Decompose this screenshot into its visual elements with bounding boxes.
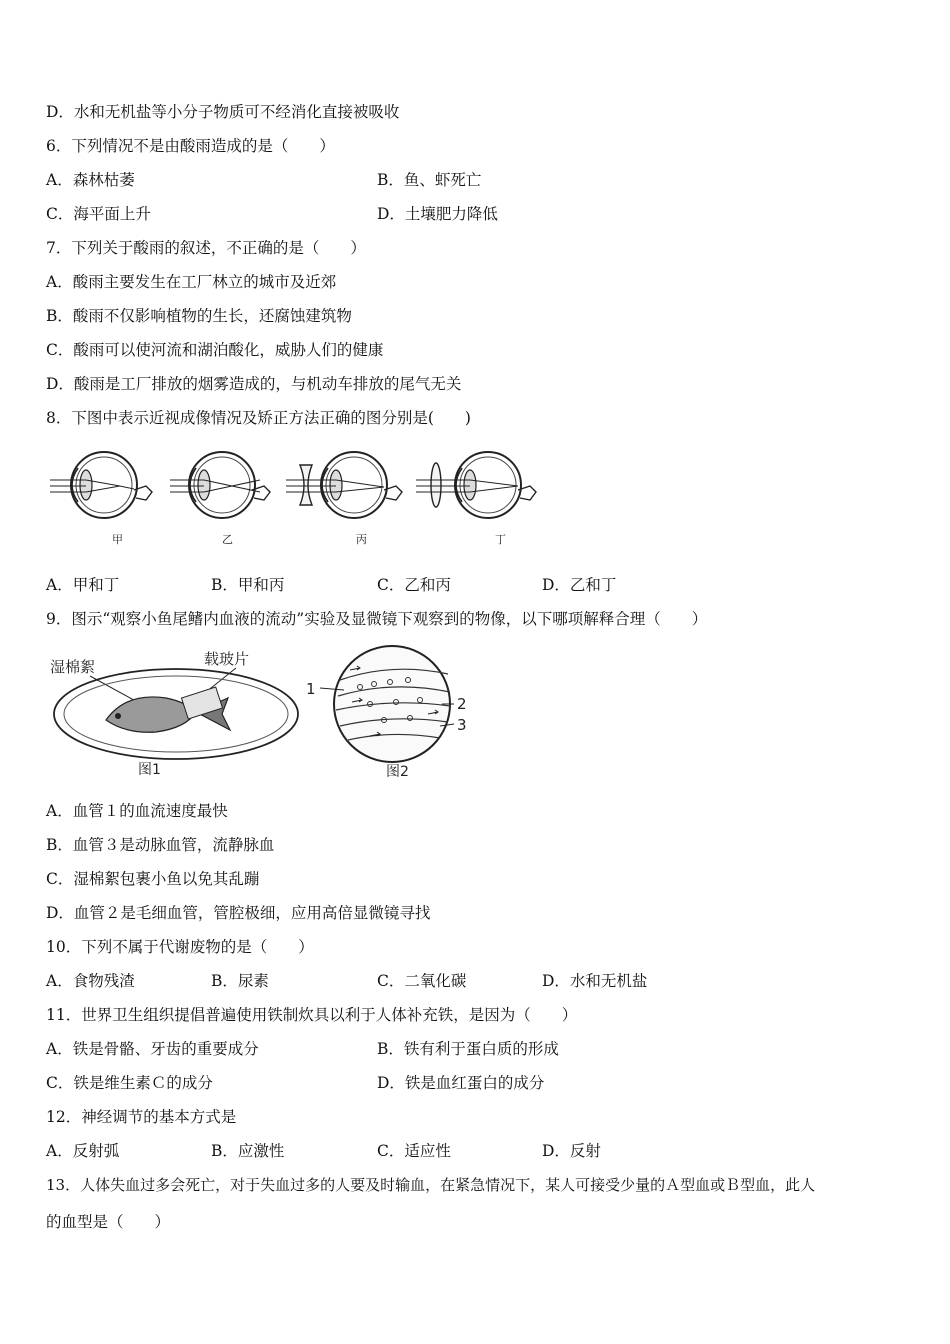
eye-label-jia: 甲 <box>112 533 123 546</box>
q11-option-c: C．铁是维生素Ｃ的成分 <box>46 1074 213 1092</box>
microscope-view-figure <box>300 640 480 785</box>
q7-option-b: B．酸雨不仅影响植物的生长，还腐蚀建筑物 <box>46 307 352 325</box>
q10-option-a: A．食物残渣 <box>46 972 135 990</box>
q8-stem: 8．下图中表示近视成像情况及矫正方法正确的图分别是( ) <box>46 409 471 427</box>
q6-option-b: B．鱼、虾死亡 <box>377 171 482 189</box>
eye-jia <box>50 452 152 518</box>
q13-stem-line1: 13．人体失血过多会死亡，对于失血过多的人要及时输血，在紧急情况下，某人可接受少量的Ａ型血或Ｂ型血，此人 <box>46 1176 816 1194</box>
q12-option-a: A．反射弧 <box>46 1142 120 1160</box>
eye-yi <box>170 452 270 518</box>
q7-stem: 7．下列关于酸雨的叙述，不正确的是（ ） <box>46 239 366 257</box>
q9-option-d: D．血管２是毛细血管，管腔极细，应用高倍显微镜寻找 <box>46 904 431 922</box>
q9-option-a: A．血管１的血流速度最快 <box>46 802 228 820</box>
q7-option-d: D．酸雨是工厂排放的烟雾造成的，与机动车排放的尾气无关 <box>46 375 462 393</box>
q13-stem-line2: 的血型是（ ） <box>46 1213 171 1231</box>
eye-bing <box>286 452 402 518</box>
eye-label-yi: 乙 <box>222 533 233 546</box>
fig2-caption: 图2 <box>386 764 409 780</box>
q6-option-a: A．森林枯萎 <box>46 171 135 189</box>
q8-option-b: B．甲和丙 <box>211 576 285 594</box>
q10-stem: 10．下列不属于代谢废物的是（ ） <box>46 938 314 956</box>
q12-option-d: D．反射 <box>542 1142 601 1160</box>
q8-option-a: A．甲和丁 <box>46 576 120 594</box>
eye-diagram-figure <box>50 440 560 550</box>
q8-option-d: D．乙和丁 <box>542 576 617 594</box>
q12-stem: 12．神经调节的基本方式是 <box>46 1108 237 1126</box>
q11-stem: 11．世界卫生组织提倡普遍使用铁制炊具以利于人体补充铁，是因为（ ） <box>46 1006 578 1024</box>
q6-option-c: C．海平面上升 <box>46 205 151 223</box>
q8-option-c: C．乙和丙 <box>377 576 451 594</box>
eye-label-bing: 丙 <box>356 533 367 546</box>
q7-option-a: A．酸雨主要发生在工厂林立的城市及近郊 <box>46 273 337 291</box>
q10-option-b: B．尿素 <box>211 972 269 990</box>
q12-option-c: C．适应性 <box>377 1142 451 1160</box>
q11-option-b: B．铁有利于蛋白质的形成 <box>377 1040 559 1058</box>
q9-option-c: C．湿棉絮包裹小鱼以免其乱蹦 <box>46 870 260 888</box>
q5-option-d: D．水和无机盐等小分子物质可不经消化直接被吸收 <box>46 103 400 121</box>
q12-option-b: B．应激性 <box>211 1142 285 1160</box>
q11-option-d: D．铁是血红蛋白的成分 <box>377 1074 545 1092</box>
q11-option-a: A．铁是骨骼、牙齿的重要成分 <box>46 1040 259 1058</box>
vessel-label-2: 2 <box>457 695 467 713</box>
eye-ding <box>416 452 536 518</box>
q6-stem: 6．下列情况不是由酸雨造成的是（ ） <box>46 137 335 155</box>
label-glass-slide: 载玻片 <box>204 650 250 668</box>
eye-label-ding: 丁 <box>495 533 506 546</box>
q10-option-d: D．水和无机盐 <box>542 972 648 990</box>
q7-option-c: C．酸雨可以使河流和湖泊酸化，威胁人们的健康 <box>46 341 384 359</box>
vessel-label-3: 3 <box>457 716 467 734</box>
q9-stem: 9．图示“观察小鱼尾鳍内血液的流动”实验及显微镜下观察到的物像，以下哪项解释合理（ ） <box>46 610 708 628</box>
label-wet-cotton: 湿棉絮 <box>50 658 96 676</box>
fish-experiment-figure <box>46 642 316 782</box>
q10-option-c: C．二氧化碳 <box>377 972 467 990</box>
vessel-label-1: 1 <box>306 680 316 698</box>
q6-option-d: D．土壤肥力降低 <box>377 205 498 223</box>
fig1-caption: 图1 <box>138 762 161 778</box>
q9-option-b: B．血管３是动脉血管，流静脉血 <box>46 836 275 854</box>
